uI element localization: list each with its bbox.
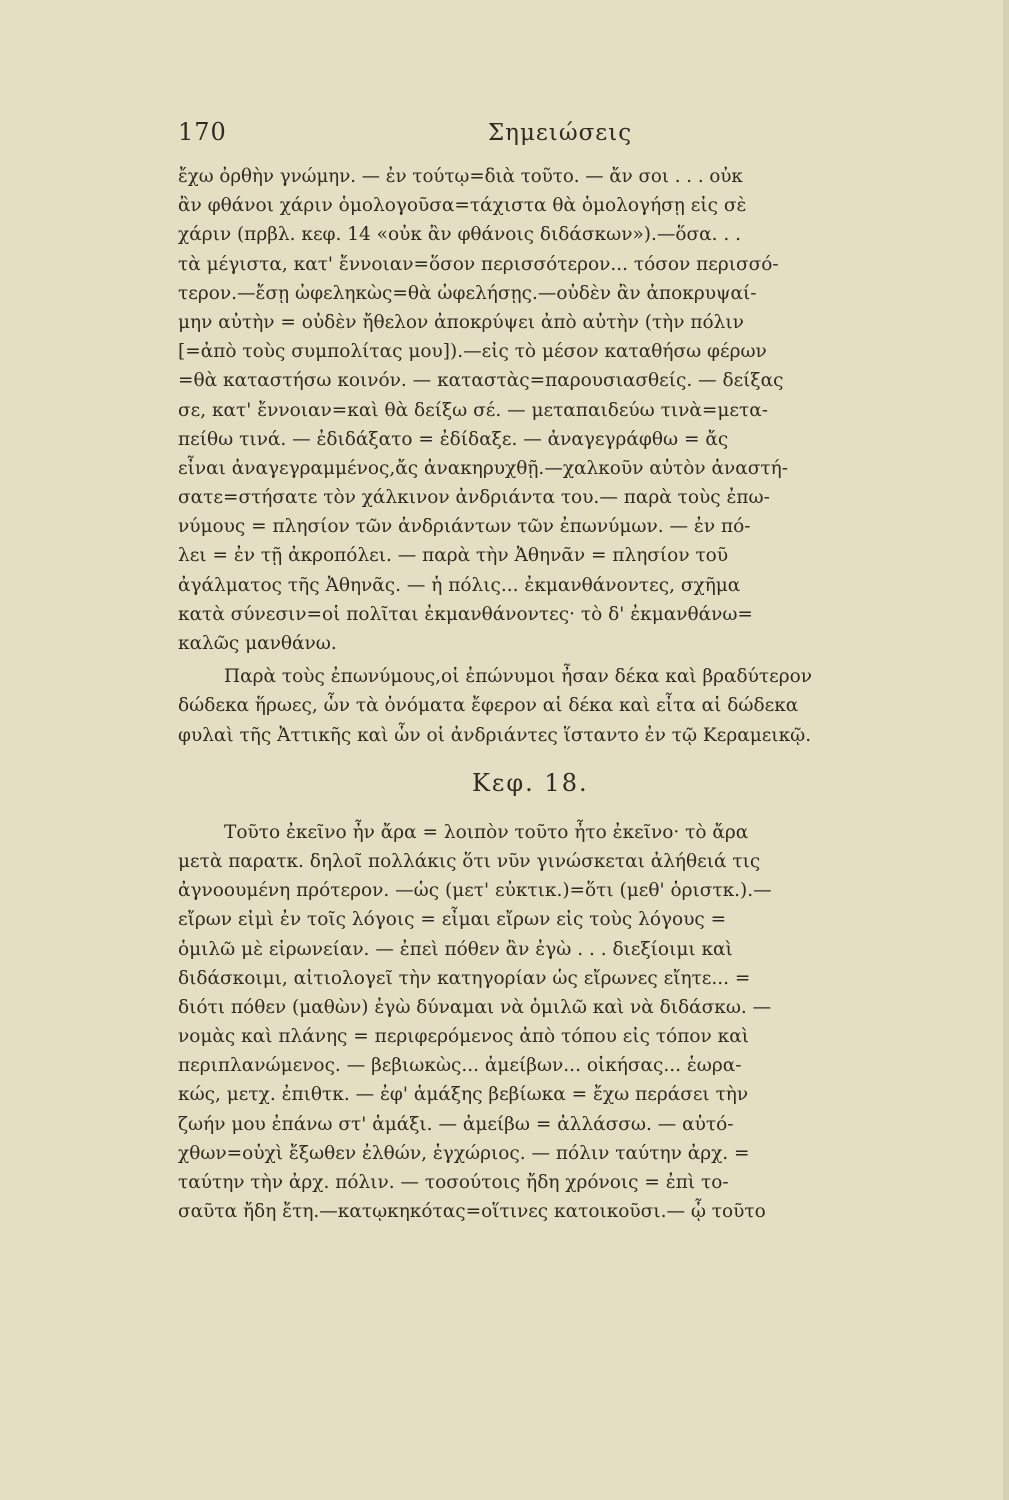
text-line: καλῶς μανθάνω. bbox=[178, 633, 337, 654]
text-line: διότι πόθεν (μαθὼν) ἐγὼ δύναμαι νὰ ὁμιλῶ καὶ νὰ διδάσκω. — bbox=[178, 996, 772, 1018]
text-line: ζωήν μου ἐπάνω στ' ἁμάξι. — ἀμείβω = ἀλλάσσω. — αὐτό- bbox=[178, 1113, 734, 1135]
page-header bbox=[0, 118, 1009, 158]
paragraph-notes bbox=[178, 162, 890, 658]
text-line: εἶναι ἀναγεγραμμένος,ἄς ἀνακηρυχθῇ.—χαλκοῦν αὐτὸν ἀναστή- bbox=[178, 457, 788, 479]
text-line: δώδεκα ἥρωες, ὧν τὰ ὀνόματα ἔφερον αἱ δέκα καὶ εἶτα αἱ δώδεκα bbox=[178, 695, 799, 717]
text-line: σε, κατ' ἔννοιαν=καὶ θὰ δείξω σέ. — μεταπαιδεύω τινὰ=μετα- bbox=[178, 399, 768, 421]
text-line: ἀγνοουμένη πρότερον. —ὡς (μετ' εὐκτικ.)=ὅτι (μεθ' ὁριστκ.).— bbox=[178, 880, 772, 902]
text-line: τερον.—ἔσῃ ὠφεληκὼς=θὰ ὠφελήσῃς.—οὐδὲν ἂν ἀποκρυψαί- bbox=[178, 282, 757, 304]
text-line: χάριν (πρβλ. κεφ. 14 «οὐκ ἂν φθάνοις διδάσκων»).—ὅσα. . . bbox=[178, 224, 742, 246]
text-line: ἂν φθάνοι χάριν ὁμολογοῦσα=τάχιστα θὰ ὁμολογήσῃ εἰς σὲ bbox=[178, 195, 747, 217]
text-line: νύμους = πλησίον τῶν ἀνδριάντων τῶν ἐπωνύμων. — ἐν πό- bbox=[178, 516, 751, 538]
text-line: [=ἀπὸ τοὺς συμπολίτας μου]).—εἰς τὸ μέσον καταθήσω φέρων bbox=[178, 341, 767, 363]
section-heading: Κεφ. 18. bbox=[472, 768, 589, 797]
body-text bbox=[178, 162, 890, 1226]
text-line: Παρὰ τοὺς ἐπωνύμους,οἱ ἐπώνυμοι ἦσαν δέκα καὶ βραδύτερον bbox=[224, 666, 812, 688]
paragraph-eponymous-note bbox=[178, 662, 890, 750]
text-line: σαῦτα ἤδη ἔτη.—κατῳκηκότας=οἵτινες κατοικοῦσι.— ᾧ τοῦτο bbox=[178, 1201, 766, 1223]
text-line: κώς, μετχ. ἐπιθτκ. — ἐφ' ἁμάξης βεβίωκα = ἔχω περάσει τὴν bbox=[178, 1084, 749, 1106]
text-line: πείθω τινά. — ἐδιδάξατο = ἐδίδαξε. — ἀναγεγράφθω = ἄς bbox=[178, 428, 729, 450]
text-line: λει = ἐν τῇ ἀκροπόλει. — παρὰ τὴν Ἀθηνᾶν = πλησίον τοῦ bbox=[178, 545, 729, 567]
text-line: χθων=οὐχὶ ἔξωθεν ἐλθών, ἐγχώριος. — πόλιν ταύτην ἀρχ. = bbox=[178, 1142, 750, 1164]
text-line: τὰ μέγιστα, κατ' ἔννοιαν=ὅσον περισσότερον... τόσον περισσό- bbox=[178, 253, 779, 275]
text-line: =θὰ καταστήσω κοινόν. — καταστὰς=παρουσιασθείς. — δείξας bbox=[178, 370, 784, 392]
text-line: σατε=στήσατε τὸν χάλκινον ἀνδριάντα του.— παρὰ τοὺς ἐπω- bbox=[178, 487, 770, 509]
text-line: περιπλανώμενος. — βεβιωκὼς... ἀμείβων... οἰκήσας... ἑωρα- bbox=[178, 1055, 742, 1077]
text-line: διδάσκοιμι, αἰτιολογεῖ τὴν κατηγορίαν ὡς εἴρωνες εἴητε... = bbox=[178, 967, 751, 989]
page-number: 170 bbox=[178, 118, 227, 146]
running-title: Σημειώσεις bbox=[487, 120, 633, 146]
text-line: φυλαὶ τῆς Ἀττικῆς καὶ ὧν οἱ ἀνδριάντες ἵσταντο ἐν τῷ Κεραμεικῷ. bbox=[178, 724, 812, 746]
text-line: Τοῦτο ἐκεῖνο ἦν ἄρα = λοιπὸν τοῦτο ἦτο ἐκεῖνο· τὸ ἄρα bbox=[224, 821, 749, 843]
text-line: εἴρων εἰμὶ ἐν τοῖς λόγοις = εἶμαι εἴρων εἰς τοὺς λόγους = bbox=[178, 909, 727, 931]
text-line: ταύτην τὴν ἀρχ. πόλιν. — τοσούτοις ἤδη χρόνοις = ἐπὶ το- bbox=[178, 1172, 729, 1193]
text-line: ὁμιλῶ μὲ εἰρωνείαν. — ἐπεὶ πόθεν ἂν ἐγὼ . . . διεξίοιμι καὶ bbox=[178, 938, 733, 960]
text-line: ἀγάλματος τῆς Ἀθηνᾶς. — ἡ πόλις... ἐκμανθάνοντες, σχῆμα bbox=[178, 574, 741, 596]
text-line: μην αὐτὴν = οὐδὲν ἤθελον ἀποκρύψει ἀπὸ αὐτὴν (τὴν πόλιν bbox=[178, 311, 744, 333]
paragraph-chapter-18 bbox=[178, 818, 890, 1227]
page-edge bbox=[1003, 0, 1009, 1500]
text-line: μετὰ παρατκ. δηλοῖ πολλάκις ὅτι νῦν γινώσκεται ἀλήθειά τις bbox=[178, 850, 761, 872]
text-line: ἔχω ὀρθὴν γνώμην. — ἐν τούτῳ=διὰ τοῦτο. — ἄν σοι . . . οὐκ bbox=[178, 166, 743, 187]
text-line: κατὰ σύνεσιν=οἱ πολῖται ἐκμανθάνοντες· τὸ δ' ἐκμανθάνω= bbox=[178, 603, 753, 625]
text-line: νομὰς καὶ πλάνης = περιφερόμενος ἀπὸ τόπου εἰς τόπον καὶ bbox=[178, 1026, 749, 1048]
